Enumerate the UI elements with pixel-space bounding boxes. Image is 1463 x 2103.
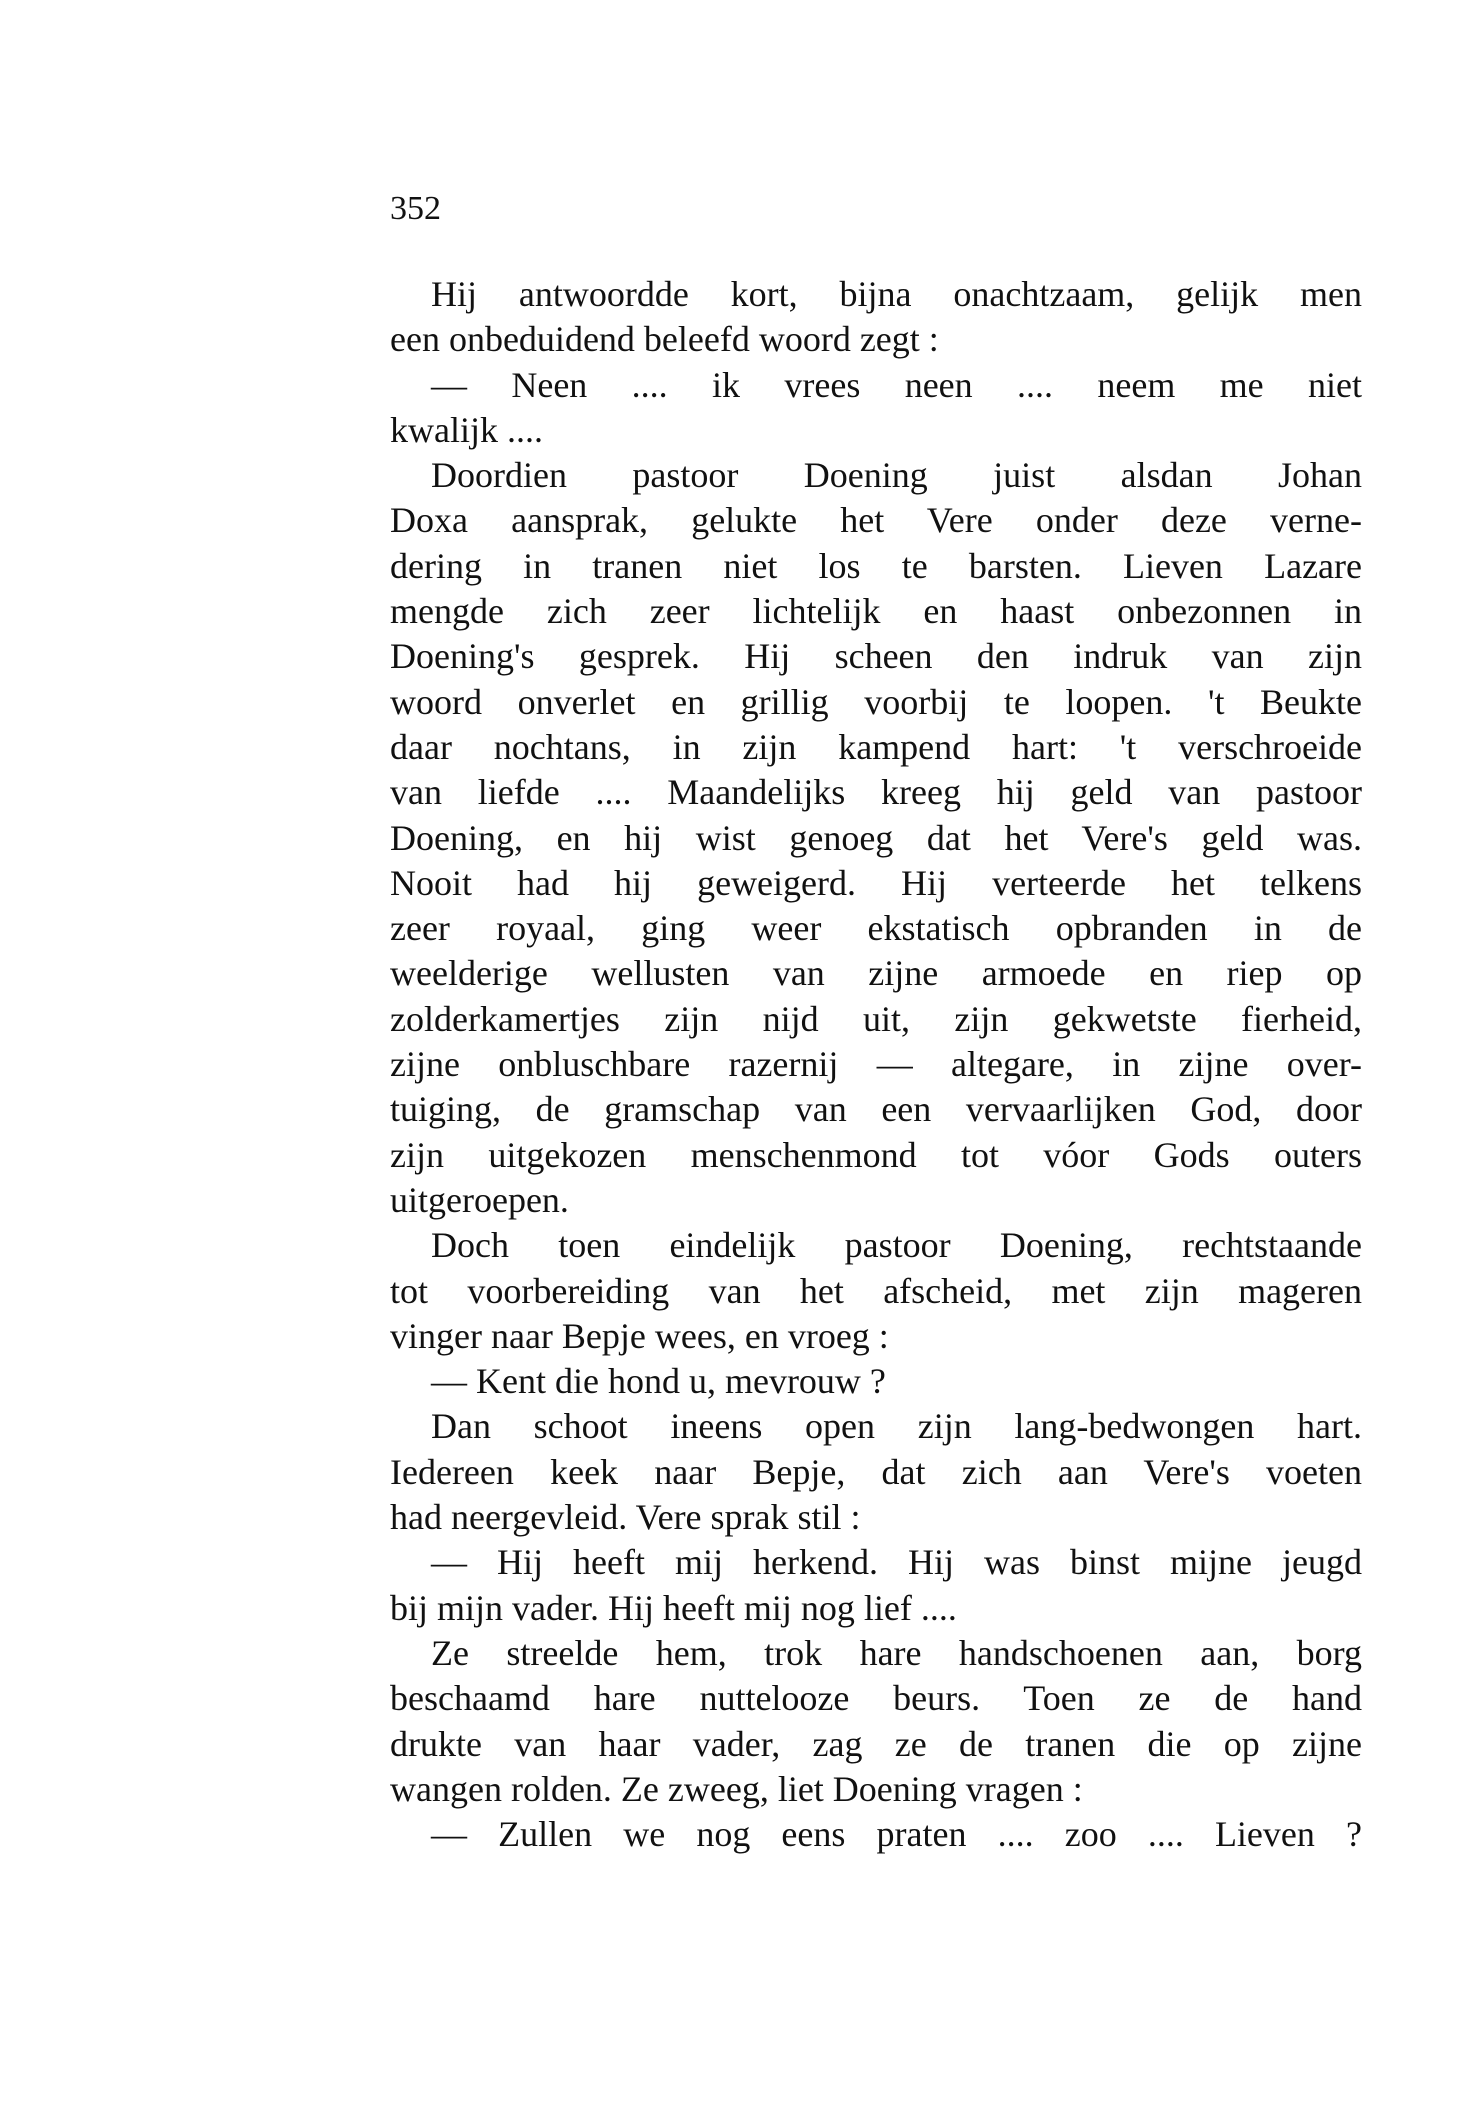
text-line: van liefde .... Maandelijks kreeg hij geld van pastoor [390,772,1362,813]
text-line: Doening's gesprek. Hij scheen den indruk van zijn [390,636,1362,677]
text-line: uitgeroepen. [390,1179,569,1220]
text-line: mengde zich zeer lichtelijk en haast onbezonnen in [390,591,1362,632]
text-line: Doxa aansprak, gelukte het Vere onder deze verne- [390,500,1362,541]
text-line: weelderige wellusten van zijne armoede en riep op [390,953,1362,994]
text-line: zijn uitgekozen menschenmond tot vóor Gods outers [390,1134,1362,1175]
text-line: Ze streelde hem, trok hare handschoenen aan, borg [431,1632,1362,1673]
text-line: drukte van haar vader, zag ze de tranen die op zijne [390,1723,1362,1764]
text-line: een onbeduidend beleefd woord zegt : [390,319,939,360]
text-line: zijne onbluschbare razernij — altegare, in zijne over- [390,1044,1362,1085]
text-line: — Hij heeft mij herkend. Hij was binst mijne jeugd [431,1542,1362,1583]
text-line: beschaamd hare nuttelooze beurs. Toen ze de hand [390,1678,1362,1719]
text-line: vinger naar Bepje wees, en vroeg : [390,1315,889,1356]
text-line: — Neen .... ik vrees neen .... neem me niet [431,364,1362,405]
text-line: daar nochtans, in zijn kampend hart: 't verschroeide [390,726,1362,767]
text-line: woord onverlet en grillig voorbij te loopen. 't Beukte [390,681,1362,722]
text-line: — Zullen we nog eens praten .... zoo .... Lieven ? [431,1814,1362,1855]
page-number: 352 [390,190,441,227]
text-line: Doening, en hij wist genoeg dat het Vere's geld was. [390,817,1362,858]
text-line: Iedereen keek naar Bepje, dat zich aan Vere's voeten [390,1451,1362,1492]
body-text [390,272,1362,1857]
text-line: had neergevleid. Vere sprak stil : [390,1497,861,1538]
text-line: zolderkamertjes zijn nijd uit, zijn gekwetste fierheid, [390,998,1362,1039]
text-line: — Kent die hond u, mevrouw ? [431,1361,886,1402]
text-line: zeer royaal, ging weer ekstatisch opbranden in de [390,908,1362,949]
text-line: Doordien pastoor Doening juist alsdan Johan [431,455,1362,496]
text-line: Dan schoot ineens open zijn lang-bedwongen hart. [431,1406,1362,1447]
text-line: Hij antwoordde kort, bijna onachtzaam, gelijk men [431,274,1362,314]
text-line: tot voorbereiding van het afscheid, met zijn mageren [390,1270,1362,1311]
text-line: tuiging, de gramschap van een vervaarlijken God, door [390,1089,1362,1130]
text-line: kwalijk .... [390,409,543,450]
text-line: wangen rolden. Ze zweeg, liet Doening vragen : [390,1768,1083,1809]
text-line: bij mijn vader. Hij heeft mij nog lief .... [390,1587,957,1628]
text-line: Doch toen eindelijk pastoor Doening, rechtstaande [431,1225,1362,1266]
text-line: dering in tranen niet los te barsten. Lieven Lazare [390,545,1362,586]
text-line: Nooit had hij geweigerd. Hij verteerde het telkens [390,862,1362,903]
